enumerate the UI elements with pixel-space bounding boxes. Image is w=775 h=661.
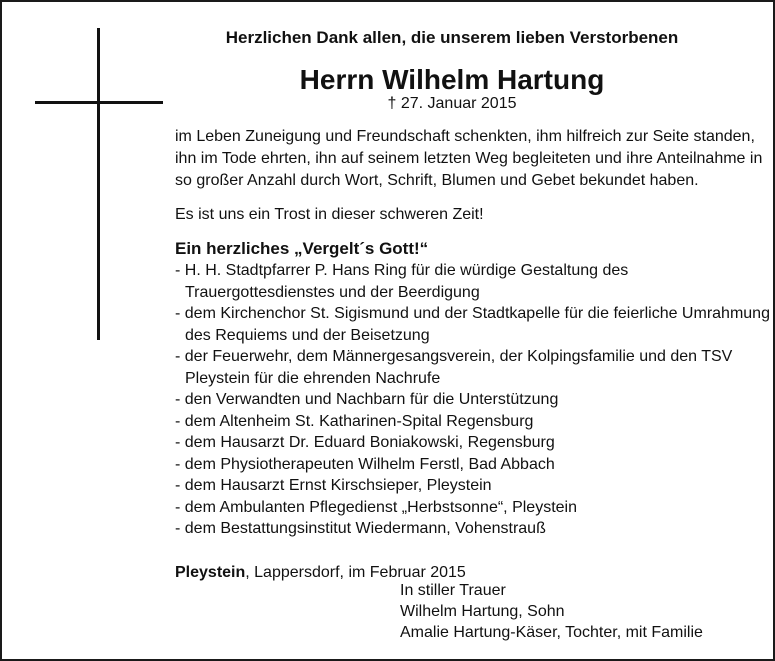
signature-line-2: Wilhelm Hartung, Sohn <box>400 603 565 620</box>
list-item: - dem Bestattungsinstitut Wiedermann, Vohenstrauß <box>175 520 546 537</box>
list-item: - den Verwandten und Nachbarn für die Unterstützung <box>175 391 559 408</box>
signature-block <box>400 580 703 643</box>
list-item: - dem Altenheim St. Katharinen-Spital Regensburg <box>175 412 534 430</box>
cross-icon-vertical <box>97 28 100 340</box>
list-item: - dem Hausarzt Dr. Eduard Boniakowski, Regensburg <box>175 434 555 451</box>
list-item: - H. H. Stadtpfarrer P. Hans Ring für die würdige Gestaltung des Trauergottesdienstes und der Beerdigung <box>175 262 629 301</box>
place-rest: , Lappersdorf, im Februar 2015 <box>245 563 466 581</box>
death-date: † 27. Januar 2015 <box>387 95 517 112</box>
list-item: - dem Hausarzt Ernst Kirschsieper, Pleystein <box>175 477 492 494</box>
place-town: Pleystein <box>175 563 246 581</box>
trost-line: Es ist uns ein Trost in dieser schweren Zeit! <box>175 206 484 223</box>
notice-body <box>175 126 770 584</box>
list-item: - dem Physiotherapeuten Wilhelm Ferstl, Bad Abbach <box>175 455 555 473</box>
list-item: - dem Kirchenchor St. Sigismund und der Stadtkapelle für die feierliche Umrahmung des Requiems und der Beisetzung <box>175 305 770 344</box>
thanks-list <box>175 260 770 540</box>
deceased-name: Herrn Wilhelm Hartung <box>299 64 605 95</box>
list-item: - der Feuerwehr, dem Männergesangsverein, der Kolpingsfamilie und den TSV Pleystein für die ehrenden Nachrufe <box>175 348 733 387</box>
list-item: - dem Ambulanten Pflegedienst „Herbstsonne“, Pleystein <box>175 498 577 516</box>
headline: Herzlichen Dank allen, die unserem lieben Verstorbenen <box>225 28 679 47</box>
signature-line-3: Amalie Hartung-Käser, Tochter, mit Familie <box>400 624 703 641</box>
intro-paragraph: im Leben Zuneigung und Freundschaft schenkten, ihm hilfreich zur Seite standen, ihn im Tode ehrten, ihn auf seinem letzten Weg begleiteten und ihre Anteilnahme in so großer Anzahl durch Wort, Schrift, Blumen und Gebet bekundet haben. <box>175 128 763 189</box>
signature-line-1: In stiller Trauer <box>400 582 506 599</box>
thanks-heading: Ein herzliches „Vergelt´s Gott!“ <box>175 239 429 258</box>
cross-icon-horizontal <box>35 101 163 104</box>
